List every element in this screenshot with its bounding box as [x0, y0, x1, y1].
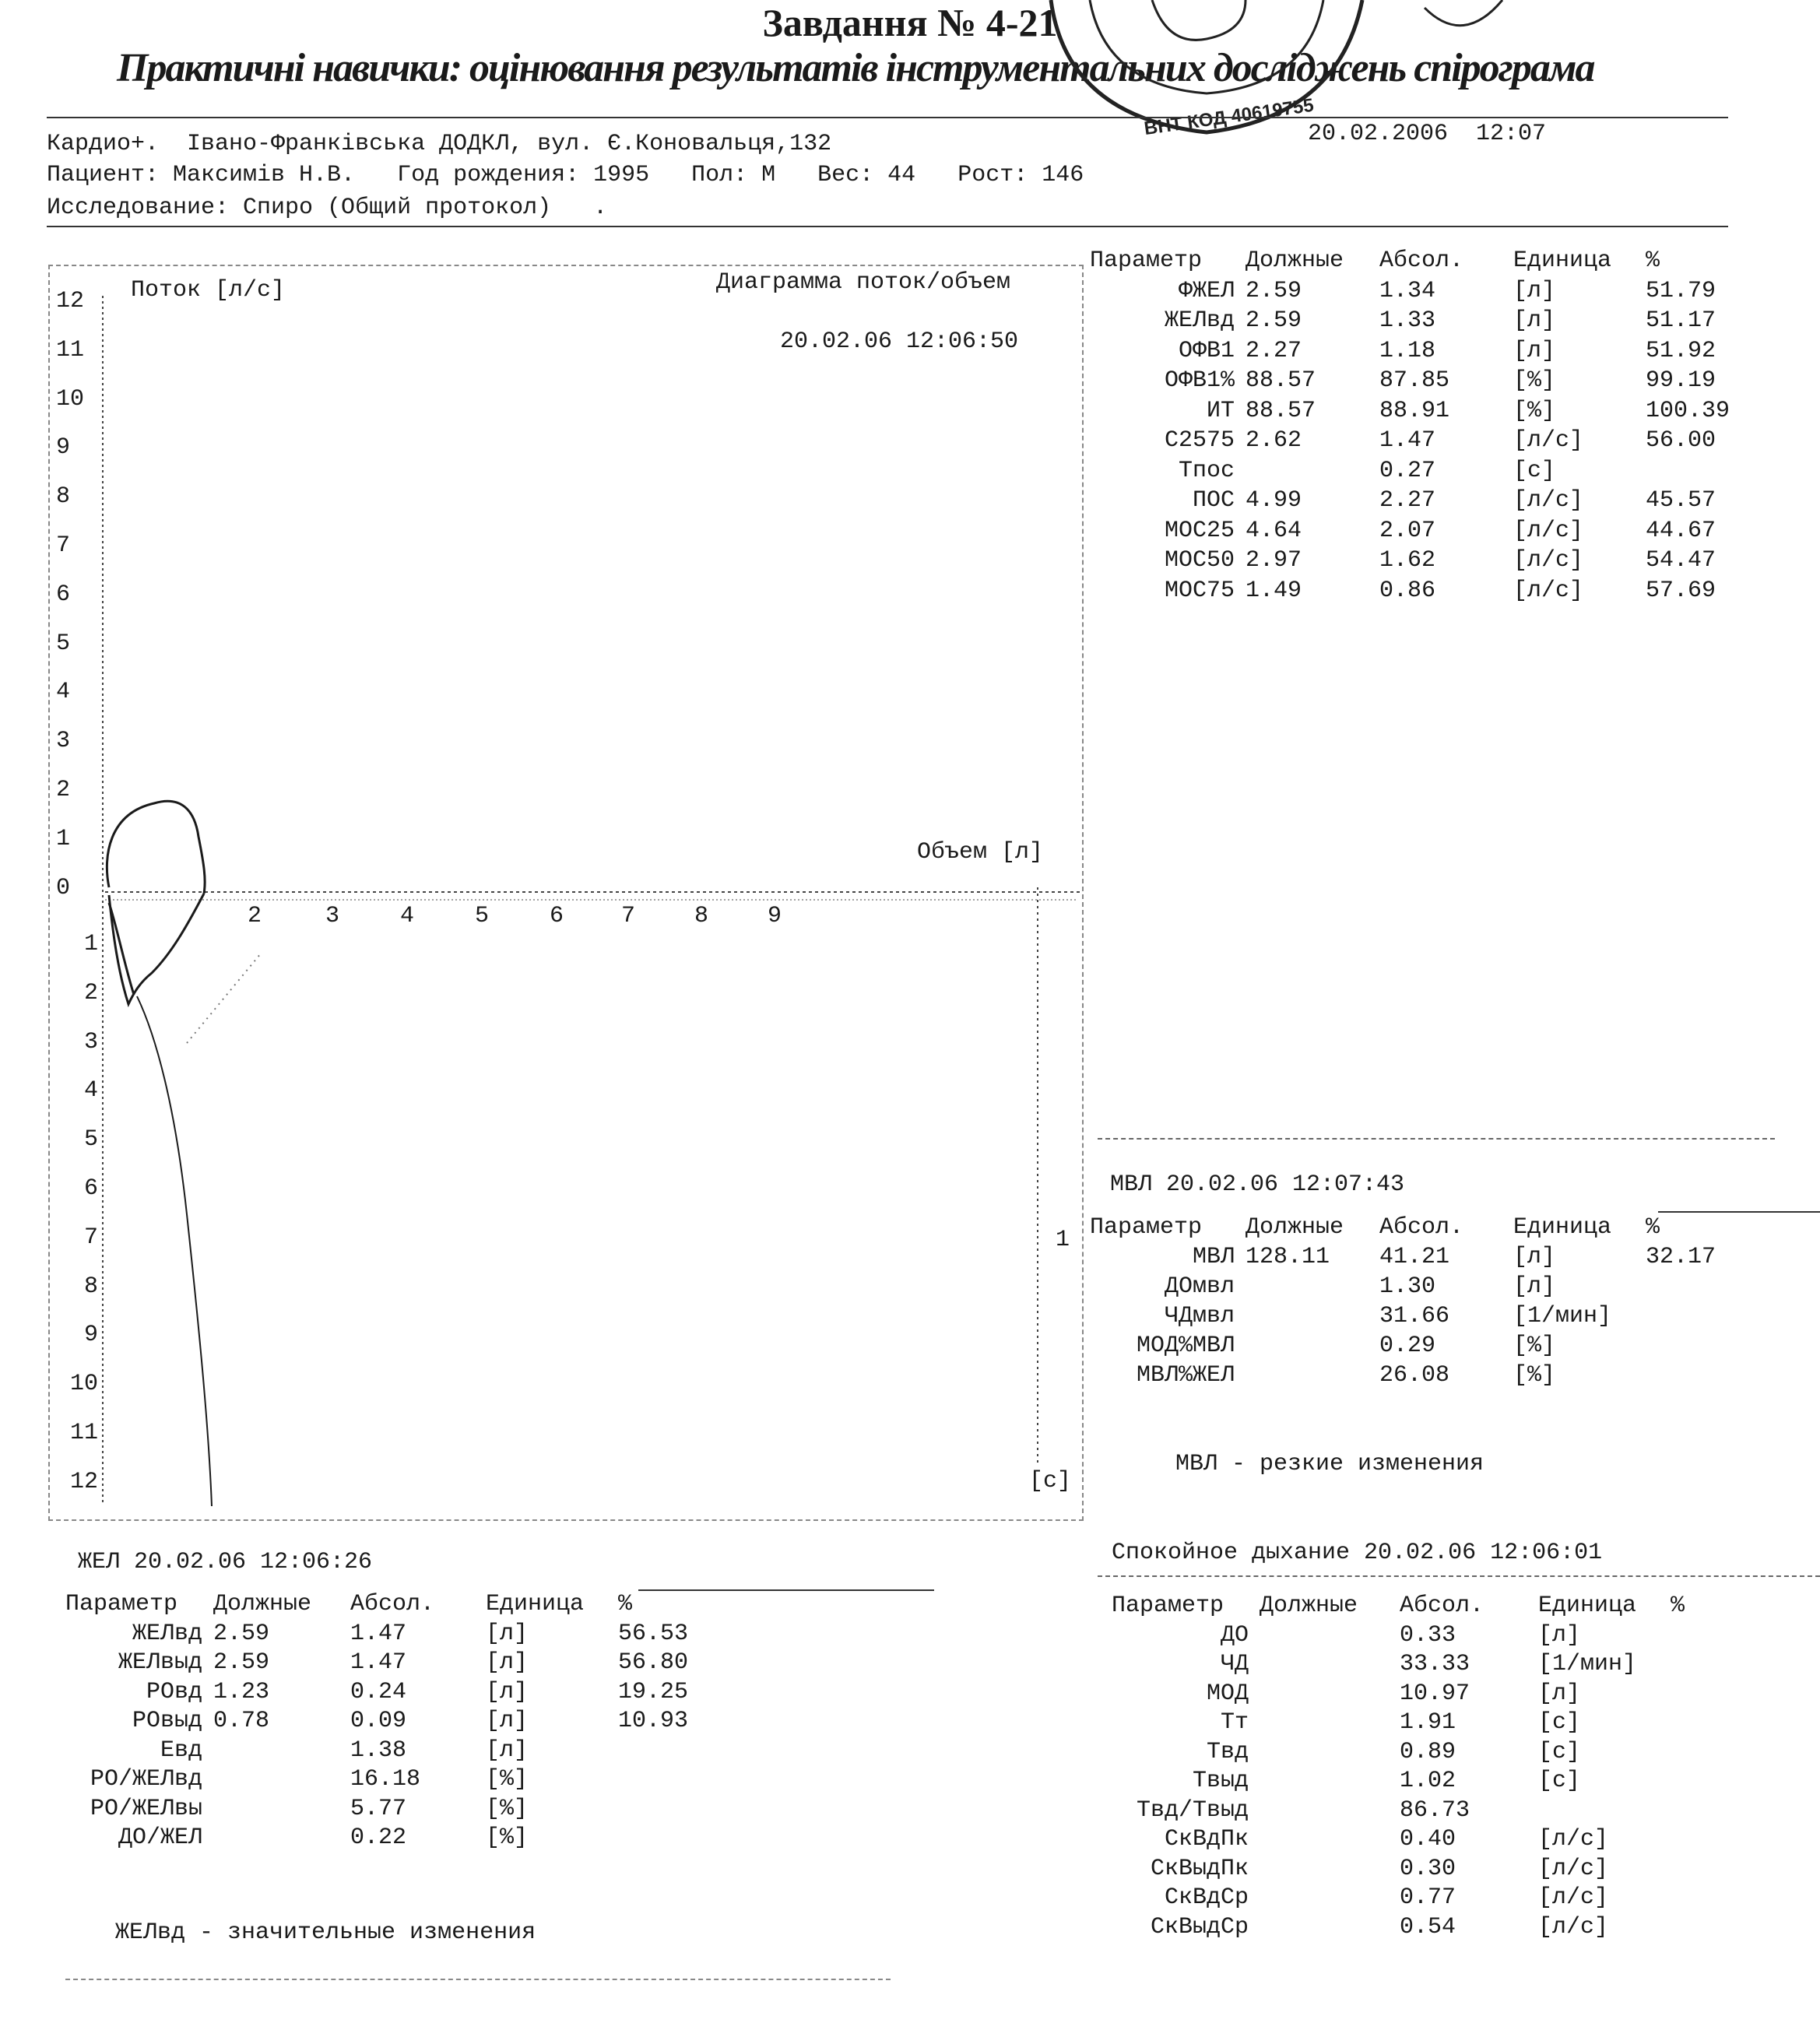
table-cell: 4.99 [1246, 487, 1302, 514]
table-cell: 87.85 [1379, 367, 1450, 394]
table-cell: 2.59 [213, 1649, 270, 1676]
time-curve [137, 996, 212, 1506]
table-cell: Твд/Твыд [1136, 1796, 1249, 1824]
table-cell: 10.93 [618, 1708, 689, 1734]
table-cell: 1.30 [1379, 1273, 1436, 1300]
y-tick-lower: 4 [84, 1077, 99, 1105]
table-cell: 1.02 [1400, 1768, 1456, 1794]
table-cell: 2.27 [1379, 487, 1436, 514]
table-cell: [л] [486, 1708, 529, 1734]
table-header-cell: Абсол. [1379, 248, 1464, 274]
table-cell: [л/с] [1513, 547, 1584, 574]
table-cell: [%] [1513, 1333, 1556, 1359]
report-datetime: 20.02.2006 12:07 [1308, 121, 1547, 147]
table-cell: ДО [1220, 1621, 1249, 1649]
table-cell: [л/с] [1538, 1884, 1609, 1911]
table-cell: 2.27 [1246, 337, 1302, 364]
table-cell: [л] [1513, 1273, 1556, 1300]
table-cell: [л] [1513, 337, 1556, 364]
y-tick-upper: 6 [56, 581, 71, 608]
inspiratory-curve [109, 894, 204, 1004]
x-tick: 7 [621, 903, 636, 929]
table-cell: 44.67 [1646, 517, 1716, 544]
table-cell: ЧДмвл [1164, 1303, 1235, 1329]
table-cell: 16.18 [350, 1766, 421, 1793]
table-header-cell: Абсол. [1400, 1593, 1484, 1619]
y-tick-lower: 10 [70, 1371, 99, 1398]
y-tick-upper: 12 [56, 288, 85, 314]
table-cell: [%] [486, 1766, 529, 1793]
table-cell: [л] [486, 1737, 529, 1764]
table-cell: 1.38 [350, 1737, 407, 1764]
table-cell: 45.57 [1646, 487, 1716, 514]
table-cell: 31.66 [1379, 1303, 1450, 1329]
table-cell: 1.49 [1246, 577, 1302, 604]
y-tick-lower: 8 [84, 1273, 99, 1300]
table-cell: ДОмвл [1164, 1273, 1235, 1300]
table-header-cell: % [1646, 1214, 1660, 1241]
table-header-cell: Единица [1513, 1214, 1612, 1241]
table-cell: 0.77 [1400, 1884, 1456, 1911]
x-tick: 2 [248, 903, 262, 929]
x-tick: 6 [550, 903, 564, 929]
table-header-cell: Должные [1260, 1593, 1358, 1619]
table-cell: Твд [1206, 1738, 1249, 1765]
table-cell: 1.47 [350, 1649, 407, 1676]
table-cell: [%] [1513, 367, 1556, 394]
table-cell: МОД%МВЛ [1136, 1333, 1235, 1359]
table-cell: 1.23 [213, 1678, 270, 1705]
table-cell: 1.91 [1400, 1709, 1456, 1736]
task-title: Завдання № 4-21 [762, 1, 1058, 44]
y-tick-upper: 5 [56, 630, 71, 657]
table-cell: 1.47 [350, 1620, 407, 1647]
y-tick-upper: 4 [56, 679, 71, 706]
table-cell: СкВыдСр [1150, 1913, 1249, 1940]
table-cell: [л/с] [1538, 1855, 1609, 1882]
x-tick: 5 [475, 903, 490, 929]
table-cell: ЖЕЛвыд [118, 1649, 202, 1676]
expiratory-curve [107, 801, 205, 894]
table-header-cell: Единица [1513, 248, 1612, 274]
table-cell: С2575 [1164, 427, 1235, 454]
table-cell: 1.34 [1379, 277, 1436, 304]
table-cell: 0.30 [1400, 1855, 1456, 1882]
table-cell: ЖЕЛвд [1164, 307, 1235, 334]
table-cell: 0.27 [1379, 457, 1436, 484]
table-cell: 56.80 [618, 1649, 689, 1676]
table-cell: 0.40 [1400, 1826, 1456, 1853]
table-cell: 88.57 [1246, 397, 1316, 424]
table-cell: [л/с] [1513, 427, 1584, 454]
study-line: Исследование: Спиро (Общий протокол) . [47, 195, 608, 221]
table-cell: [л/с] [1513, 517, 1584, 544]
table-cell: [л] [1513, 307, 1556, 334]
table-cell: [л] [1513, 277, 1556, 304]
table-cell: 0.24 [350, 1678, 407, 1705]
table-cell: 0.78 [213, 1708, 270, 1734]
table-cell: [%] [1513, 1362, 1556, 1389]
table-cell: 51.17 [1646, 307, 1716, 334]
table-cell: МОС75 [1164, 577, 1235, 604]
table-header-cell: Абсол. [350, 1591, 435, 1617]
marker-one: 1 [1056, 1227, 1070, 1253]
y-tick-lower: 2 [84, 979, 99, 1006]
table-header-cell: Параметр [1090, 1214, 1203, 1241]
table-cell: Тт [1220, 1709, 1249, 1736]
seconds-axis-label: [с] [1029, 1468, 1072, 1494]
vc-conclusion: ЖЕЛвд - значительные изменения [115, 1919, 536, 1946]
table-cell: 0.54 [1400, 1913, 1456, 1940]
table-cell: МВЛ [1192, 1244, 1235, 1270]
y-tick-upper: 8 [56, 483, 71, 511]
table-header-cell: Параметр [65, 1591, 178, 1617]
table-cell: 51.92 [1646, 337, 1716, 364]
table-cell: [с] [1538, 1738, 1581, 1765]
table-cell: 5.77 [350, 1795, 407, 1822]
table-cell: ОФВ1 [1178, 337, 1235, 364]
y-tick-lower: 11 [70, 1420, 99, 1446]
table-cell: ФЖЕЛ [1178, 277, 1235, 304]
table-cell: [с] [1513, 457, 1556, 484]
table-cell: МВЛ%ЖЕЛ [1136, 1362, 1235, 1389]
table-cell: 88.91 [1379, 397, 1450, 424]
table-cell: РО/ЖЕЛвд [90, 1766, 202, 1793]
table-cell: 54.47 [1646, 547, 1716, 574]
mvv-title: МВЛ 20.02.06 12:07:43 [1110, 1171, 1405, 1198]
table-cell: [с] [1538, 1768, 1581, 1794]
table-cell: Твыд [1192, 1768, 1249, 1794]
table-header-cell: Единица [1538, 1593, 1637, 1619]
table-cell: 1.33 [1379, 307, 1436, 334]
table-cell: 26.08 [1379, 1362, 1450, 1389]
table-header-cell: Абсол. [1379, 1214, 1464, 1241]
table-header-cell: Параметр [1090, 248, 1203, 274]
table-cell: 1.18 [1379, 337, 1436, 364]
table-cell: [л/с] [1513, 487, 1584, 514]
y-tick-lower: 9 [84, 1322, 99, 1349]
table-cell: [1/мин] [1513, 1303, 1612, 1329]
y-tick-lower: 7 [84, 1224, 99, 1251]
table-cell: ИТ [1206, 397, 1235, 424]
y-tick-lower: 12 [70, 1468, 99, 1495]
table-cell: Тпос [1178, 457, 1235, 484]
x-tick: 9 [768, 903, 782, 929]
clinic-line: Кардио+. Івано-Франківська ДОДКЛ, вул. Є.Коновальця,132 [47, 131, 832, 157]
table-cell: [л] [486, 1649, 529, 1676]
table-cell: 2.59 [1246, 307, 1302, 334]
table-cell: РО/ЖЕЛвы [90, 1795, 202, 1822]
table-cell: 51.79 [1646, 277, 1716, 304]
flow-axis-label: Поток [л/с] [131, 277, 286, 304]
table-cell: РОвыд [132, 1708, 202, 1734]
table-cell: МОС25 [1164, 517, 1235, 544]
table-cell: [%] [486, 1824, 529, 1851]
table-cell: 57.69 [1646, 577, 1716, 604]
y-tick-upper: 3 [56, 728, 71, 755]
table-cell: 32.17 [1646, 1244, 1716, 1270]
y-tick-lower: 6 [84, 1175, 99, 1202]
table-cell: 0.22 [350, 1824, 407, 1851]
table-cell: 2.59 [213, 1620, 270, 1647]
table-cell: 2.97 [1246, 547, 1302, 574]
table-cell: [л] [1513, 1244, 1556, 1270]
quiet-title: Спокойное дыхание 20.02.06 12:06:01 [1112, 1540, 1603, 1566]
table-cell: ПОС [1192, 487, 1235, 514]
table-cell: 2.62 [1246, 427, 1302, 454]
table-cell: 86.73 [1400, 1796, 1470, 1824]
table-cell: [с] [1538, 1709, 1581, 1736]
table-cell: 0.86 [1379, 577, 1436, 604]
y-tick-lower: 1 [84, 931, 99, 957]
table-cell: ОФВ1% [1164, 367, 1235, 394]
table-cell: 0.33 [1400, 1621, 1456, 1649]
table-cell: 88.57 [1246, 367, 1316, 394]
y-tick-upper: 9 [56, 434, 71, 462]
chart-title: Диаграмма поток/объем [716, 269, 1011, 296]
table-cell: [1/мин] [1538, 1651, 1637, 1677]
table-cell: 0.89 [1400, 1738, 1456, 1765]
table-cell: МОД [1206, 1680, 1249, 1707]
y-tick-upper: 7 [56, 532, 71, 559]
table-cell: 56.53 [618, 1620, 689, 1647]
table-cell: [л] [1538, 1621, 1581, 1649]
table-cell: 10.97 [1400, 1680, 1470, 1707]
table-cell: МОС50 [1164, 547, 1235, 574]
table-cell: СкВыдПк [1150, 1855, 1249, 1882]
patient-line: Пациент: Максимів Н.В. Год рождения: 1995 Пол: М Вес: 44 Рост: 146 [47, 162, 1084, 188]
table-cell: [%] [486, 1795, 529, 1822]
table-header-cell: Параметр [1112, 1593, 1224, 1619]
table-cell: ЧД [1220, 1651, 1249, 1677]
table-header-cell: Единица [486, 1591, 585, 1617]
table-cell: [л] [1538, 1680, 1581, 1707]
table-cell: [л] [486, 1678, 529, 1705]
y-tick-upper: 11 [56, 336, 85, 363]
mvv-conclusion: МВЛ - резкие изменения [1175, 1451, 1484, 1477]
volume-axis-label: Объем [л] [917, 839, 1044, 866]
table-cell: 1.62 [1379, 547, 1436, 574]
table-cell: 56.00 [1646, 427, 1716, 454]
x-tick: 4 [400, 903, 415, 929]
table-cell: ДО/ЖЕЛ [118, 1824, 202, 1851]
table-cell: СкВдСр [1164, 1884, 1249, 1911]
table-cell: [%] [1513, 397, 1556, 424]
stamp-text: ВНТ КОД 40619755 [1143, 94, 1316, 140]
table-header-cell: Должные [1246, 248, 1344, 274]
table-cell: 0.09 [350, 1708, 407, 1734]
table-cell: 100.39 [1646, 397, 1730, 424]
table-cell: Евд [160, 1737, 202, 1764]
table-cell: [л/с] [1538, 1826, 1609, 1853]
y-tick-upper: 2 [56, 777, 71, 803]
x-tick: 8 [694, 903, 709, 929]
table-cell: 128.11 [1246, 1244, 1330, 1270]
vc-title: ЖЕЛ 20.02.06 12:06:26 [78, 1549, 373, 1575]
y-tick-upper: 10 [56, 385, 85, 413]
y-tick-lower: 5 [84, 1126, 99, 1154]
table-cell: 19.25 [618, 1678, 689, 1705]
y-tick-upper: 1 [56, 825, 71, 852]
table-cell: РОвд [146, 1678, 202, 1705]
table-header-cell: Должные [213, 1591, 312, 1617]
table-cell: 41.21 [1379, 1244, 1450, 1270]
table-cell: 2.07 [1379, 517, 1436, 544]
table-header-cell: Должные [1246, 1214, 1344, 1241]
chart-timestamp: 20.02.06 12:06:50 [780, 328, 1019, 355]
y-tick-upper: 0 [56, 874, 71, 901]
y-tick-lower: 3 [84, 1028, 99, 1055]
table-cell: СкВдПк [1164, 1826, 1249, 1853]
table-cell: 4.64 [1246, 517, 1302, 544]
task-subtitle: Практичні навички: оцінювання результатів інструментальних досліджень спірограма [117, 46, 1594, 90]
table-cell: 33.33 [1400, 1651, 1470, 1677]
table-cell: [л/с] [1513, 577, 1584, 604]
table-cell: [л] [486, 1620, 529, 1647]
table-cell: 99.19 [1646, 367, 1716, 394]
table-cell: 1.47 [1379, 427, 1436, 454]
table-cell: ЖЕЛвд [132, 1620, 202, 1647]
table-cell: 2.59 [1246, 277, 1302, 304]
x-tick: 3 [325, 903, 340, 929]
table-header-cell: % [1671, 1593, 1685, 1619]
table-cell: [л/с] [1538, 1913, 1609, 1940]
table-header-cell: % [1646, 248, 1660, 274]
table-header-cell: % [618, 1591, 633, 1617]
table-cell: 0.29 [1379, 1333, 1436, 1359]
